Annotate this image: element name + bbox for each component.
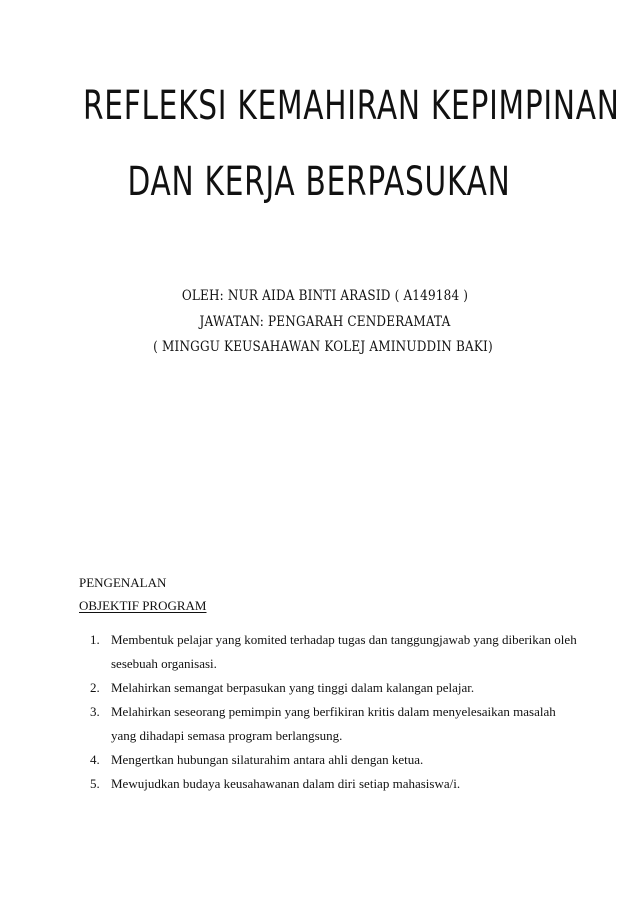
author-line: OLEH: NUR AIDA BINTI ARASID ( A149184 ): [181, 288, 469, 304]
objective-number: 4.: [90, 752, 100, 767]
position-line: JAWATAN: PENGARAH CENDERAMATA: [199, 314, 451, 330]
objective-text: Melahirkan seseorang pemimpin yang berfikiran kritis dalam menyelesaikan masalah yang dihadapi semasa program berlangsung.: [111, 704, 556, 743]
objectives-heading: OBJEKTIF PROGRAM: [79, 598, 207, 613]
objective-item: [80, 676, 580, 700]
objective-text: Mengertkan hubungan silaturahim antara ahli dengan ketua.: [111, 752, 424, 767]
objective-text: Mewujudkan budaya keusahawanan dalam diri setiap mahasiswa/i.: [111, 776, 461, 791]
objective-item: [80, 772, 580, 796]
event-line: ( MINGGU KEUSAHAWAN KOLEJ AMINUDDIN BAKI): [153, 339, 493, 355]
intro-heading: PENGENALAN: [79, 575, 167, 590]
objective-text: Membentuk pelajar yang komited terhadap tugas dan tanggungjawab yang diberikan oleh sesebuah organisasi.: [111, 632, 577, 671]
objective-text: Melahirkan semangat berpasukan yang tinggi dalam kalangan pelajar.: [111, 680, 475, 695]
document-title-line-1: REFLEKSI KEMAHIRAN KEPIMPINAN: [82, 83, 620, 129]
objective-number: 1.: [90, 632, 100, 647]
document-title-line-2: DAN KERJA BERPASUKAN: [127, 159, 511, 205]
objective-item: [80, 748, 580, 772]
objective-item: [80, 700, 580, 748]
objective-number: 5.: [90, 776, 100, 791]
objective-number: 3.: [90, 704, 100, 719]
objectives-list: [80, 628, 580, 796]
objective-number: 2.: [90, 680, 100, 695]
objective-item: [80, 628, 580, 676]
